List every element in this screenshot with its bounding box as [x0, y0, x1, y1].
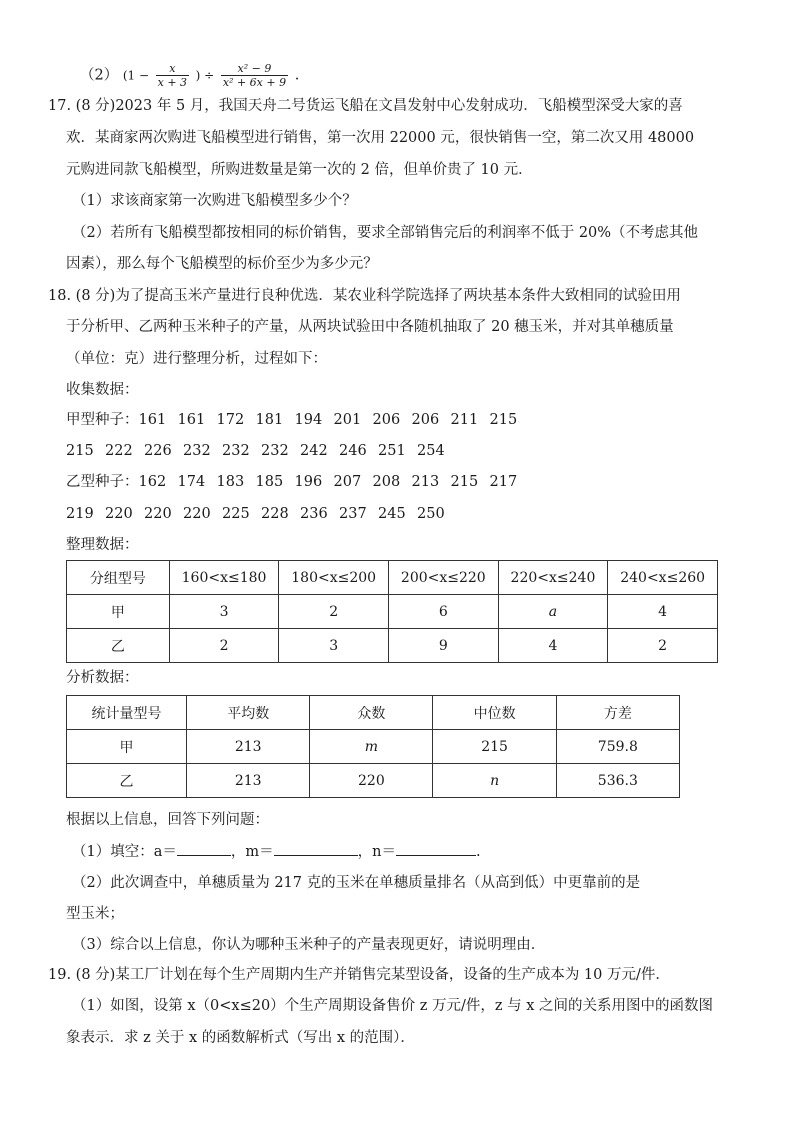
- data-value: 217: [489, 474, 518, 490]
- data-value: 246: [339, 443, 367, 459]
- table-cell: m: [310, 730, 433, 764]
- table-header-cell: 统计量型号: [67, 696, 187, 730]
- q18-line1: [48, 286, 681, 306]
- table-header-cell: 200<x≤220: [389, 561, 499, 595]
- table-header-cell: 分组型号: [67, 561, 170, 595]
- table-cell: 3: [169, 595, 279, 629]
- data-value: 225: [222, 506, 250, 522]
- data-value: 161: [138, 412, 167, 428]
- q16-expr-end: .: [294, 67, 300, 84]
- data-value: 196: [294, 474, 323, 490]
- fraction-1-denominator: x + 3: [157, 76, 188, 89]
- q17-part2-a: （2）若所有飞船模型都按相同的标价销售，要求全部销售完后的利润率不低于 20%（不考虑其他: [72, 225, 699, 241]
- table-header-cell: 平均数: [187, 696, 310, 730]
- data-value: 206: [372, 412, 401, 428]
- q19-part1-b: 象表示．求 z 关于 x 的函数解析式（写出 x 的范围）．: [66, 1030, 415, 1046]
- q17-part2-b: 因素），那么每个飞船模型的标价至少为多少元？: [66, 256, 378, 272]
- q18-text-2: 于分析甲、乙两种玉米种子的产量，从两块试验田中各随机抽取了 20 穗玉米，并对其单穗质量: [66, 319, 674, 335]
- table-cell: 2: [169, 629, 279, 663]
- fraction-2-numerator: x² − 9: [221, 62, 288, 76]
- data-value: 254: [417, 443, 445, 459]
- data-value: 220: [105, 506, 133, 522]
- data-value: 206: [411, 412, 440, 428]
- data-value: 232: [222, 443, 250, 459]
- table-header-cell: 220<x≤240: [498, 561, 608, 595]
- frequency-table: [66, 560, 718, 663]
- yi-data-row-2: [66, 504, 456, 524]
- q18-number: 18.: [48, 288, 72, 304]
- data-value: 226: [144, 443, 172, 459]
- data-value: 208: [372, 474, 401, 490]
- fraction-1-numerator: x: [156, 62, 189, 76]
- table-cell: 4: [498, 629, 608, 663]
- table-cell: n: [433, 764, 556, 798]
- q17-number: 17.: [48, 98, 72, 114]
- yi-data-row-1: [66, 472, 529, 492]
- q19-number: 19.: [48, 967, 72, 983]
- blank-n[interactable]: [396, 841, 476, 856]
- data-value: 232: [183, 443, 211, 459]
- fraction-2-denominator: x² + 6x + 9: [222, 76, 287, 89]
- collect-data-title: 收集数据：: [66, 382, 139, 398]
- q16-expr-mid: ) ÷: [195, 68, 215, 83]
- table-cell: 3: [279, 629, 389, 663]
- data-value: 207: [333, 474, 362, 490]
- blank-m-label: ，m＝: [230, 844, 274, 860]
- answer-intro: 根据以上信息，回答下列问题：: [66, 812, 269, 828]
- table-cell: 215: [433, 730, 556, 764]
- table-cell: 乙: [67, 629, 170, 663]
- data-value: 211: [450, 412, 479, 428]
- table-cell: 536.3: [556, 764, 679, 798]
- data-value: 213: [411, 474, 440, 490]
- table-cell: 6: [389, 595, 499, 629]
- table-cell: 759.8: [556, 730, 679, 764]
- q18-part1: [72, 841, 481, 862]
- table-header-cell: 众数: [310, 696, 433, 730]
- table-row: [67, 629, 718, 663]
- table-cell: 乙: [67, 764, 187, 798]
- data-value: 162: [138, 474, 167, 490]
- q18-part3: （3）综合以上信息，你认为哪种玉米种子的产量表现更好，请说明理由．: [72, 937, 546, 953]
- table-header-cell: 方差: [556, 696, 679, 730]
- data-value: 232: [261, 443, 289, 459]
- data-value: 220: [144, 506, 172, 522]
- q18-text-3: （单位：克）进行整理分析，过程如下：: [66, 351, 327, 367]
- table-row: [67, 730, 680, 764]
- blank-a[interactable]: [177, 841, 231, 856]
- data-value: 220: [183, 506, 211, 522]
- q18-text-1: (8 分)为了提高玉米产量进行良种优选．某农业科学院选择了两块基本条件大致相同的试验田用: [75, 288, 681, 304]
- q19-line1: [48, 965, 670, 985]
- statistics-table: [66, 695, 680, 798]
- data-value: 183: [216, 474, 245, 490]
- q17-text-3: 元购进同款飞船模型，所购进数量是第一次的 2 倍，但单价贵了 10 元．: [66, 162, 533, 178]
- table-header-cell: 180<x≤200: [279, 561, 389, 595]
- table-header-cell: 160<x≤180: [169, 561, 279, 595]
- data-value: 215: [66, 443, 94, 459]
- fraction-1: [156, 62, 189, 89]
- table-cell: 4: [608, 595, 718, 629]
- q16-part2: [80, 62, 299, 89]
- q16-part2-label: （2）: [80, 67, 119, 84]
- table-cell: 220: [310, 764, 433, 798]
- q18-part1-prefix: （1）填空：: [72, 844, 154, 860]
- table-header-cell: 240<x≤260: [608, 561, 718, 595]
- table-header-cell: 中位数: [433, 696, 556, 730]
- data-value: 201: [333, 412, 362, 428]
- q17-line1: [48, 96, 683, 116]
- table-cell: 2: [279, 595, 389, 629]
- table-cell: 213: [187, 764, 310, 798]
- q18-part2-a: （2）此次调查中，单穗质量为 217 克的玉米在单穗质量排名（从高到低）中更靠前的是: [72, 875, 641, 891]
- data-value: 242: [300, 443, 328, 459]
- q17-text-1: (8 分)2023 年 5 月，我国天舟二号货运飞船在文昌发射中心发射成功．飞船模型深受大家的喜: [75, 98, 683, 114]
- yi-label: 乙型种子：: [66, 474, 139, 490]
- data-value: 228: [261, 506, 289, 522]
- jia-data-row-2: [66, 441, 456, 461]
- table-row: [67, 696, 680, 730]
- data-value: 161: [177, 412, 206, 428]
- data-value: 237: [339, 506, 367, 522]
- q17-part1: （1）求该商家第一次购进飞船模型多少个？: [72, 193, 357, 209]
- table-row: [67, 764, 680, 798]
- data-value: 250: [417, 506, 445, 522]
- data-value: 172: [216, 412, 245, 428]
- table-cell: 甲: [67, 730, 187, 764]
- table-cell: 213: [187, 730, 310, 764]
- blank-m[interactable]: [274, 841, 358, 856]
- table-row: [67, 561, 718, 595]
- q19-text-1: (8 分)某工厂计划在每个生产周期内生产并销售完某型设备，设备的生产成本为 10 万元/件．: [75, 967, 670, 983]
- data-value: 215: [489, 412, 518, 428]
- data-value: 194: [294, 412, 323, 428]
- data-value: 219: [66, 506, 94, 522]
- data-value: 222: [105, 443, 133, 459]
- data-value: 181: [255, 412, 284, 428]
- table-cell: a: [498, 595, 608, 629]
- jia-label: 甲型种子：: [66, 412, 139, 428]
- jia-data-row-1: [66, 410, 529, 430]
- table-cell: 甲: [67, 595, 170, 629]
- q17-text-2: 欢．某商家两次购进飞船模型进行销售，第一次用 22000 元，很快销售一空，第二次又用 48000: [66, 130, 695, 146]
- fraction-2: [221, 62, 288, 89]
- data-value: 185: [255, 474, 284, 490]
- blank-a-label: a＝: [153, 844, 177, 860]
- organize-data-title: 整理数据：: [66, 537, 139, 553]
- data-value: 174: [177, 474, 206, 490]
- q16-expr-pre: (1 −: [122, 68, 150, 83]
- q18-part1-end: .: [475, 844, 481, 860]
- q19-part1-a: （1）如图，设第 x（0<x≤20）个生产周期设备售价 z 万元/件，z 与 x 之间的关系用图中的函数图: [72, 998, 714, 1014]
- data-value: 251: [378, 443, 406, 459]
- data-value: 215: [450, 474, 479, 490]
- data-value: 245: [378, 506, 406, 522]
- table-row: [67, 595, 718, 629]
- q18-part2-b: 型玉米；: [66, 906, 124, 922]
- data-value: 236: [300, 506, 328, 522]
- table-cell: 2: [608, 629, 718, 663]
- analyze-data-title: 分析数据：: [66, 670, 139, 686]
- table-cell: 9: [389, 629, 499, 663]
- blank-n-label: ，n＝: [357, 844, 396, 860]
